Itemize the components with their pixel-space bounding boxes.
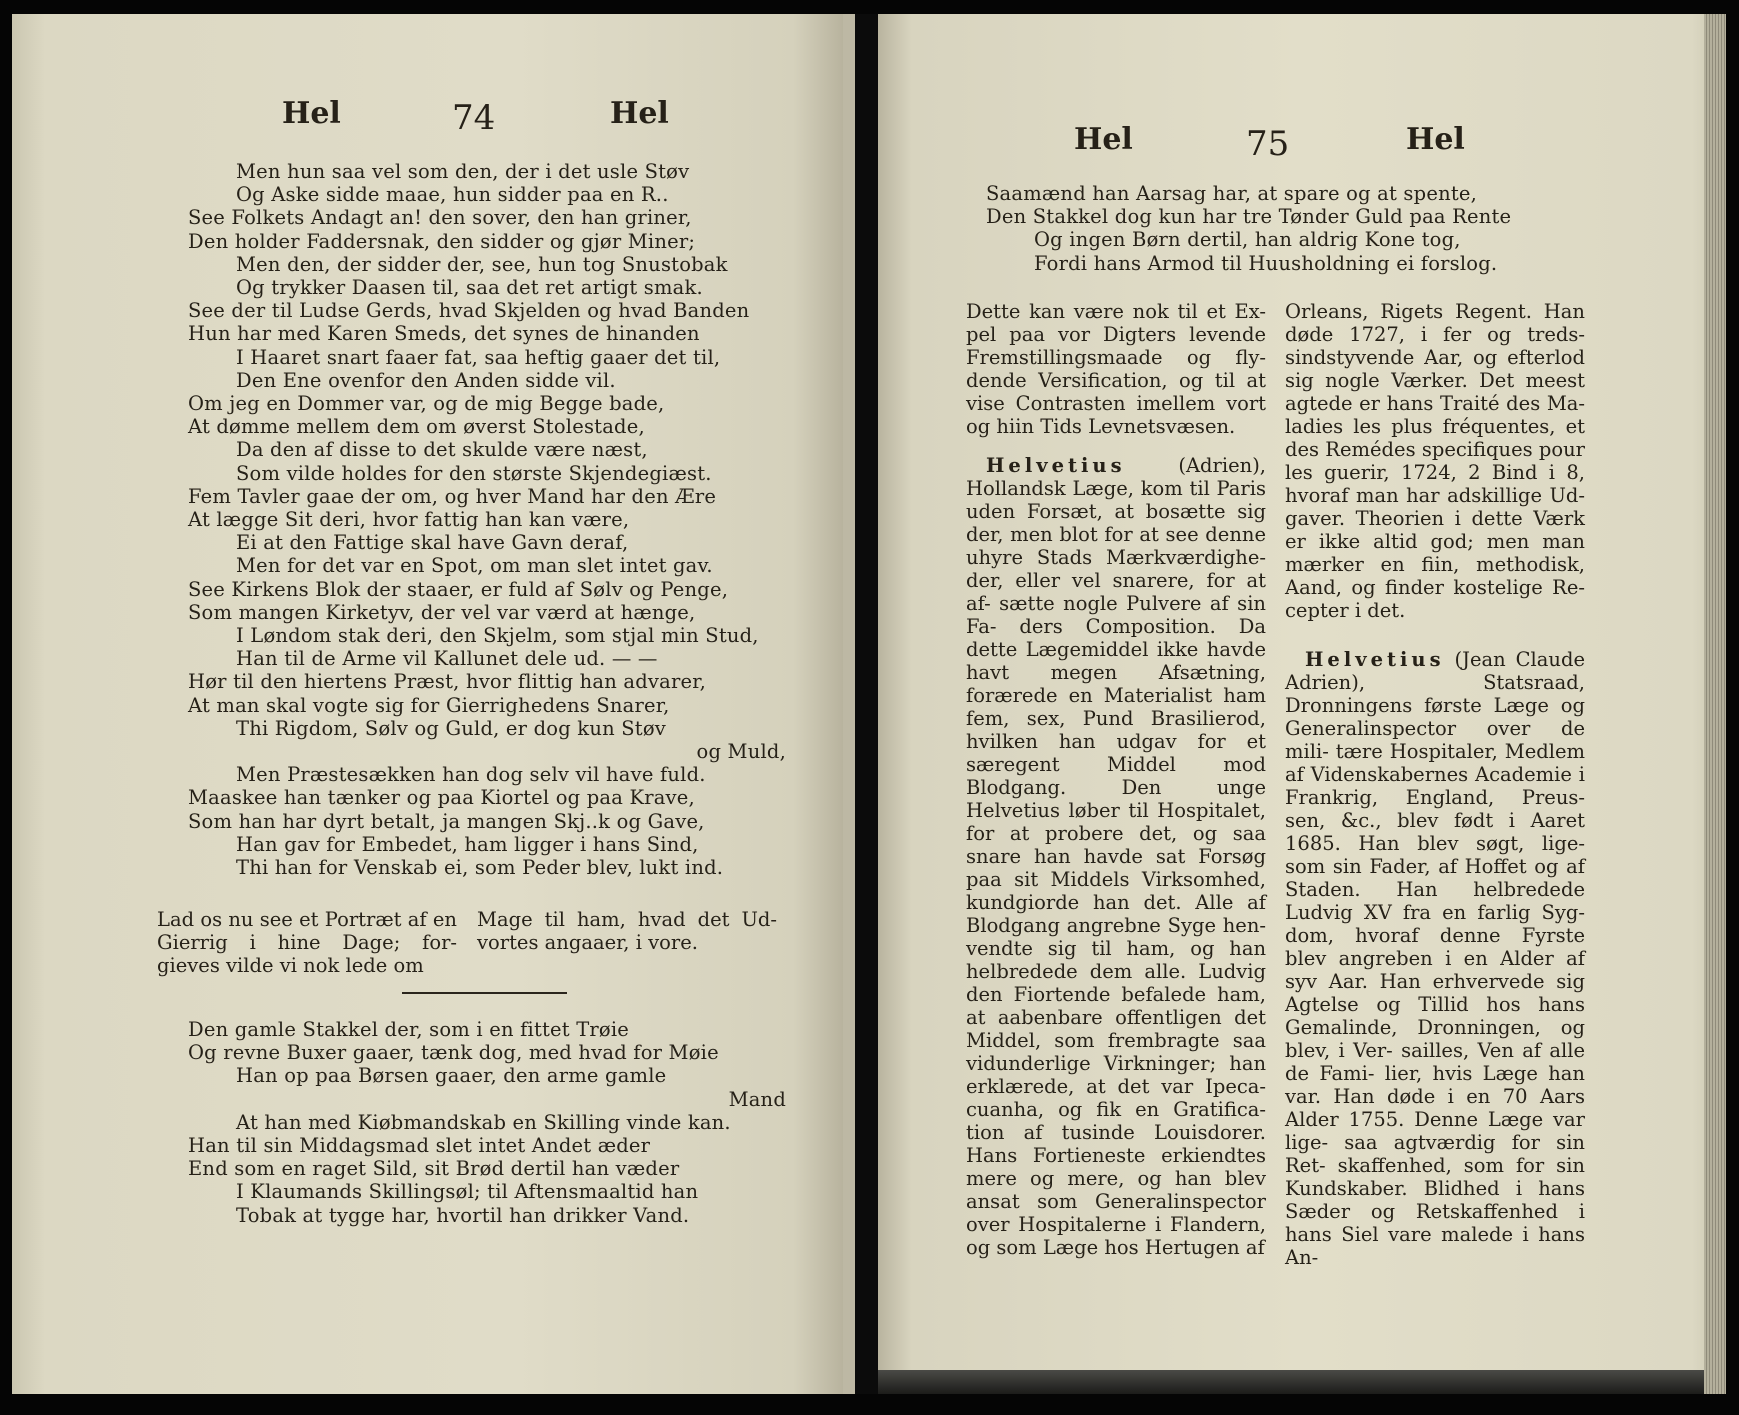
poem-line: Hun har med Karen Smeds, det synes de hinanden (188, 322, 700, 346)
left-page-header (12, 96, 843, 146)
poem-line: Som vilde holdes for den største Skjendegiæst. (236, 461, 712, 485)
right-header-right-word: Hel (1406, 122, 1465, 157)
poem-line: Han til de Arme vil Kallunet dele ud. — — (236, 647, 658, 671)
right-col-2 (1285, 300, 1585, 1269)
left-header-right-word: Hel (610, 96, 669, 131)
poem-line: Og revne Buxer gaaer, tænk dog, med hvad for Møie (188, 1041, 719, 1065)
poem-line: Fem Tavler gaae der om, og hver Mand har den Ære (188, 484, 717, 508)
left-header-left-word: Hel (282, 96, 341, 131)
poem-line: Men hun saa vel som den, der i det usle Støv (236, 160, 690, 183)
right-col-1-entry-head: Helvetius (986, 454, 1126, 477)
left-prose-col-1 (157, 908, 457, 977)
poem-line: Men for det var en Spot, om man slet intet gav. (236, 554, 713, 578)
poem-line: Ei at den Fattige skal have Gavn deraf, (236, 531, 629, 555)
right-page-number: 75 (1246, 124, 1290, 164)
poem-line: Som han har dyrt betalt, ja mangen Skj..k og Gave, (188, 809, 705, 833)
poem-line: Han gav for Embedet, ham ligger i hans Sind, (236, 832, 699, 856)
poem-line: Mand (728, 1087, 786, 1111)
poem-line: Og ingen Børn dertil, han aldrig Kone tog, (1034, 228, 1461, 252)
left-page-number: 74 (452, 98, 496, 138)
poem-line: Hør til den hiertens Præst, hvor flittig han advarer, (188, 670, 707, 694)
poem-line: Men den, der sidder der, see, hun tog Snustobak (236, 252, 728, 276)
poem-line: Tobak at tygge har, hvortil han drikker Vand. (236, 1203, 690, 1227)
poem-line: At han med Kiøbmandskab en Skilling vinde kan. (236, 1110, 731, 1134)
left-prose-col-2 (477, 908, 777, 954)
left-poem-top (188, 160, 788, 879)
right-col-1 (966, 300, 1266, 1259)
right-col-2-entry-head: Helvetius (1305, 648, 1445, 671)
poem-line: End som en raget Sild, sit Brød dertil han væder (188, 1157, 680, 1181)
left-prose-col-1-text: Lad os nu see et Portræt af en Gierrig i hine Dage; for- gieves vilde vi nok lede om (157, 908, 457, 977)
poem-line: I Klaumands Skillingsøl; til Aftensmaaltid han (236, 1180, 699, 1204)
poem-line: See Kirkens Blok der staaer, er fuld af Sølv og Penge, (188, 577, 729, 601)
poem-line: Den Ene ovenfor den Anden sidde vil. (236, 368, 616, 392)
right-col-2-entry (1285, 648, 1585, 1269)
poem-line: At dømme mellem dem om øverst Stolestade, (188, 415, 645, 439)
poem-line: I Løndom stak deri, den Skjelm, som stjal min Stud, (236, 624, 759, 648)
poem-line: Maaskee han tænker og paa Kiortel og paa Krave, (188, 786, 695, 810)
poem-line: Saamænd han Aarsag har, at spare og at spente, (986, 182, 1477, 205)
poem-line: At man skal vogte sig for Gierrighedens Snarer, (188, 693, 670, 717)
section-divider (402, 992, 567, 994)
right-col-1-entry (966, 454, 1266, 1259)
poem-line: og Muld, (696, 740, 786, 764)
left-poem-bottom (188, 1018, 788, 1227)
right-poem-top (986, 182, 1586, 275)
right-col-2-entry-text: (Jean Claude Adrien), Statsraad, Dronningens første Læge og Generalinspector over de mili- tære Hospitaler, Medlem af Videnskabernes Academie i Frankrig, England, Preus- sen, &c., blev født i Aaret 1685. Han blev søgt, lige- som sin Fader, af Hoffet og af Staden. Han helbredede Ludvig XV fra en farlig Syg- dom, hvoraf denne Fyrste blev angreben i en Alder af syv Aar. Han erhvervede sig Agtelse og Tillid hos hans Gemalinde, Dronningen, og blev, i Ver- sailles, Ven af alle de Fami- lier, hvis Læge han var. Han døde i en 70 Aars Alder 1755. Denne Læge var lige- saa agtværdig for sin Ret- skaffenhed, som for sin Kundskaber. Blidhed i hans Sæder og Retskaffenhed i hans Siel vare malede i hans An- (1285, 648, 1585, 1269)
poem-line: Fordi hans Armod til Huusholdning ei forslog. (1034, 251, 1498, 275)
page-bottom-edge (878, 1370, 1704, 1394)
gutter (855, 14, 878, 1394)
poem-line: At lægge Sit deri, hvor fattig han kan være, (188, 508, 630, 532)
page-edge (1704, 14, 1726, 1394)
poem-line: Han op paa Børsen gaaer, den arme gamle (236, 1064, 667, 1088)
right-header-left-word: Hel (1074, 122, 1133, 157)
right-page-header (878, 122, 1726, 172)
right-page (878, 14, 1726, 1394)
poem-line: Og trykker Daasen til, saa det ret artigt smak. (236, 276, 703, 300)
poem-line: Den holder Faddersnak, den sidder og gjør Miner; (188, 229, 696, 253)
right-col-1-intro: Dette kan være nok til et Ex- pel paa vor Digters levende Fremstillingsmaade og fly- dende Versification, og til at vise Contrasten imellem vort og hiin Tids Levnetsvæsen. (966, 300, 1266, 438)
left-prose-col-2-text: Mage til ham, hvad det Ud- vortes angaaer, i vore. (477, 908, 777, 954)
poem-line: See der til Ludse Gerds, hvad Skjelden og hvad Banden (188, 299, 750, 323)
poem-line: Om jeg en Dommer var, og de mig Begge bade, (188, 392, 665, 416)
poem-line: I Haaret snart faaer fat, saa heftig gaaer det til, (236, 345, 721, 369)
right-col-2-text: Orleans, Rigets Regent. Han døde 1727, i fer og treds- sindstyvende Aar, og efterlod sig nogle Værker. Det meest agtede er hans Traité des Ma- ladies les plus fréquentes, et des Remédes specifiques pour les guerir, 1724, 2 Bind i 8, hvoraf man har adskillige Ud- gaver. Theorien i dette Værk er ikke altid god; men man mærker en fiin, methodisk, Aand, og finder kostelige Re- cepter i det. (1285, 300, 1585, 622)
right-col-1-entry-text: (Adrien), Hollandsk Læge, kom til Paris uden Forsæt, at bosætte sig der, men blot for at see denne uhyre Stads Mærkværdighe- der, eller vel snarere, for at af- sætte nogle Pulvere af sin Fa- ders Composition. Da dette Lægemiddel ikke havde havt megen Afsætning, forærede en Materialist ham fem, sex, Pund Brasilierod, hvilken han udgav for et særegent Middel mod Blodgang. Den unge Helvetius løber til Hospitalet, for at probere det, og saa snare han havde sat Forsøg paa sit Middels Virksomhed, kundgiorde han det. Alle af Blodgang angrebne Syge hen- vendte sig til ham, og han helbredede dem alle. Ludvig den Fiortende befalede ham, at aabenbare offentligen det Middel, som frembragte saa vidunderlige Virkninger; han erklærede, at det var Ipeca- cuanha, og fik en Gratifica- tion af tusinde Louisdorer. Hans Fortieneste erkiendtes mere og mere, og han blev ansat som Generalinspector over Hospitalerne i Flandern, og som Læge hos Hertugen af (966, 454, 1266, 1259)
poem-line: Thi han for Venskab ei, som Peder blev, lukt ind. (236, 856, 724, 880)
poem-line: Da den af disse to det skulde være næst, (236, 438, 648, 462)
poem-line: Thi Rigdom, Sølv og Guld, er dog kun Støv (236, 716, 666, 740)
left-page (12, 14, 855, 1394)
poem-line: See Folkets Andagt an! den sover, den han griner, (188, 206, 692, 230)
poem-line: Som mangen Kirketyv, der vel var værd at hænge, (188, 600, 696, 624)
poem-line: Den gamle Stakkel der, som i en fittet Trøie (188, 1018, 630, 1041)
poem-line: Men Præstesækken han dog selv vil have fuld. (236, 763, 706, 787)
poem-line: Den Stakkel dog kun har tre Tønder Guld paa Rente (986, 205, 1512, 229)
poem-line: Og Aske sidde maae, hun sidder paa en R.. (236, 183, 669, 207)
poem-line: Han til sin Middagsmad slet intet Andet æder (188, 1134, 651, 1158)
